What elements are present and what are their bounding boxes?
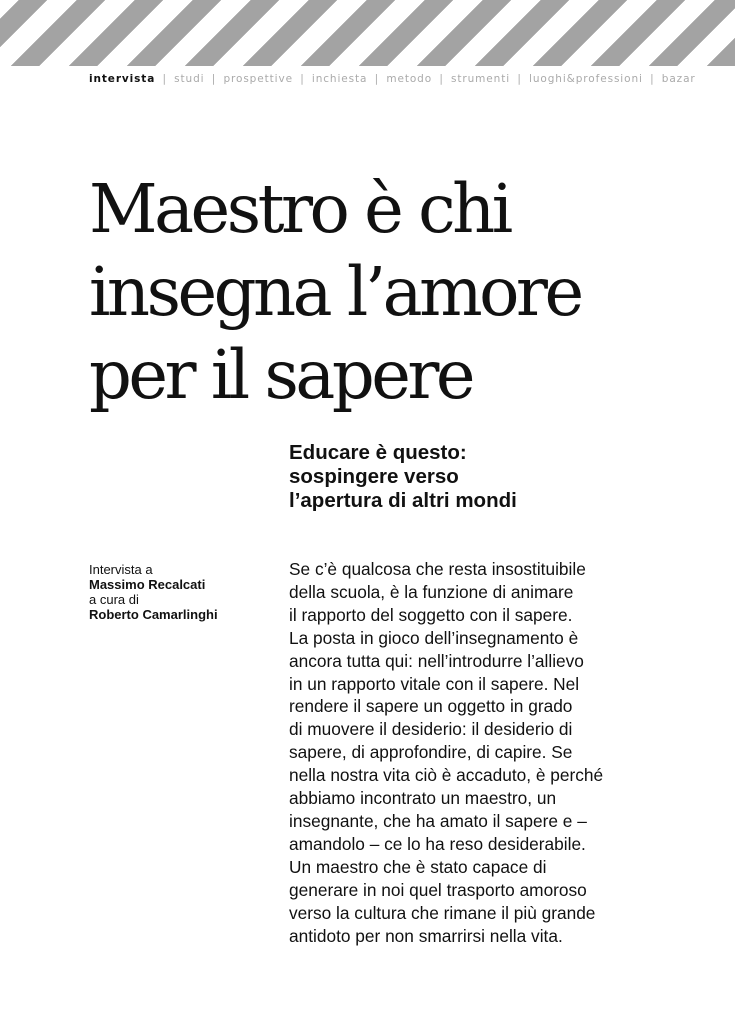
article-credits	[89, 562, 279, 622]
interview-label: Intervista a	[89, 562, 153, 577]
body-line: insegnante, che ha amato il sapere e –	[289, 810, 587, 831]
body-line: Se c’è qualcosa che resta insostituibile	[289, 559, 586, 579]
body-line: generare in noi quel trasporto amoroso	[289, 879, 587, 900]
nav-item-prospettive[interactable]: prospettive	[223, 73, 293, 85]
body-line: il rapporto del soggetto con il sapere.	[289, 604, 573, 625]
nav-separator: |	[162, 73, 167, 85]
body-line: Un maestro che è stato capace di	[289, 856, 547, 877]
body-line: rendere il sapere un oggetto in grado	[289, 696, 573, 717]
title-line: Maestro è chi	[89, 170, 510, 248]
nav-separator: |	[211, 73, 217, 85]
body-line: antidoto per non smarrirsi nella vita.	[289, 925, 563, 946]
nav-item-intervista[interactable]: intervista	[89, 73, 156, 85]
nav-item-strumenti[interactable]: strumenti	[451, 73, 511, 85]
nav-separator: |	[374, 73, 380, 85]
body-line: di muovere il desiderio: il desiderio di	[289, 719, 573, 740]
body-line: ancora tutta qui: nell’introdurre l’allievo	[289, 650, 584, 671]
interviewee-name: Massimo Recalcati	[89, 577, 206, 592]
title-line: insegna l’amore	[89, 253, 581, 331]
nav-separator: |	[300, 73, 305, 85]
body-line: in un rapporto vitale con il sapere. Nel	[289, 673, 580, 694]
nav-item-bazar[interactable]: bazar	[661, 73, 696, 85]
body-line: La posta in gioco dell’insegnamento è	[289, 627, 579, 648]
subtitle-line: l’apertura di altri mondi	[289, 489, 517, 512]
subtitle-line: sospingere verso	[289, 465, 459, 488]
nav-item-studi[interactable]: studi	[174, 73, 205, 85]
subtitle-line: Educare è questo:	[289, 441, 467, 464]
nav-item-metodo[interactable]: metodo	[386, 73, 433, 85]
body-line: amandolo – ce lo ha reso desiderabile.	[289, 833, 586, 854]
article-subtitle	[289, 441, 709, 513]
body-line: verso la cultura che rimane il più grande	[289, 902, 596, 923]
editor-name: Roberto Camarlinghi	[89, 607, 218, 622]
header-stripes	[0, 0, 735, 66]
article-title	[89, 168, 709, 417]
nav-item-luoghi-professioni[interactable]: luoghi&professioni	[529, 73, 643, 85]
nav-item-inchiesta[interactable]: inchiesta	[311, 73, 368, 85]
title-line: per il sapere	[89, 336, 473, 414]
body-line: nella nostra vita ciò è accaduto, è perché	[289, 765, 604, 786]
section-nav	[89, 73, 696, 85]
nav-separator: |	[517, 73, 522, 85]
article-lead-paragraph	[289, 558, 709, 947]
nav-separator: |	[439, 73, 444, 85]
body-line: abbiamo incontrato un maestro, un	[289, 788, 557, 809]
edited-by-label: a cura di	[89, 592, 139, 607]
body-line: della scuola, è la funzione di animare	[289, 581, 574, 602]
nav-separator: |	[650, 73, 655, 85]
body-line: sapere, di approfondire, di capire. Se	[289, 742, 573, 763]
